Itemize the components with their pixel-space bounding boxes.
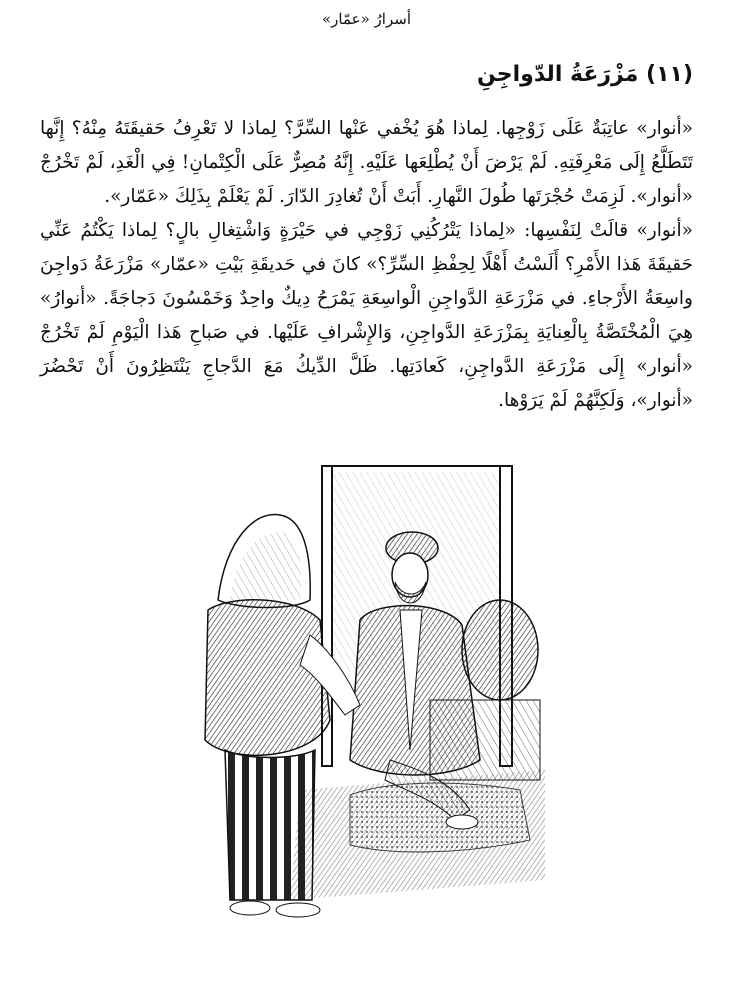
chapter-title: (١١) مَزْرَعَةُ الدّواجِنِ — [476, 62, 693, 87]
chapter-body — [40, 112, 693, 418]
paragraph-2: «أنوار» قالَتْ لِنَفْسِها: «لِماذا يَتْرُكُنِي زَوْجِي في حَيْرَةٍ وَاشْتِغالِ بالٍ؟ لِماذا يَكْتُمُ عَنِّي حَقيقَةَ هَذا الأَمْرِ؟ أَلَسْتُ أَهْلًا لِحِفْظِ السِّرِّ؟» كانَ في حَديقَةِ بَيْتِ «عمّار» مَزْرَعَةُ دَواجِنَ واسِعَةُ الأَرْجاءِ. في مَزْرَعَةِ الدَّواجِنِ الْواسِعَةِ يَمْرَحُ دِيكٌ واحِدٌ وَخَمْسُونَ دَجاجَةً. «أنوارُ» هِيَ الْمُخْتَصَّةُ بِالْعِنايَةِ بِمَزْرَعَةِ الدَّواجِنِ، وَالإِشْرافِ عَلَيْها. في صَباحِ هَذا الْيَوْمِ لَمْ تَخْرُجْ «أنوار» إِلَى مَزْرَعَةِ الدَّواجِنِ، كَعادَتِها. ظَلَّ الدِّيكُ مَعَ الدَّجاجِ يَنْتَظِرُونَ أَنْ تَحْضُرَ «أنوار»، وَلَكِنَّهُمْ لَمْ يَرَوْها. — [40, 220, 693, 411]
running-header: أسرارُ «عمّار» — [322, 10, 411, 28]
paragraph-1: «أنوار» عاتِبَةٌ عَلَى زَوْجِها. لِماذا هُوَ يُخْفي عَنْها السِّرَّ؟ لِماذا لا تَعْرِفُ حَقيقَتَهُ مِنْهُ؟ إِنَّها تَتَطَلَّعُ إِلَى مَعْرِفَتِهِ. لَمْ يَرْضَ أَنْ يُطْلِعَها عَلَيْهِ. إِنَّهُ مُصِرٌّ عَلَى الْكِتْمانِ! فِي الْغَدِ، لَمْ تَخْرُجْ «أنوار». لَزِمَتْ حُجْرَتَها طُولَ النَّهارِ. أَبَتْ أَنْ تُغادِرَ الدّارَ. لَمْ يَعْلَمْ بِذَلِكَ «عَمّار». — [40, 118, 693, 207]
engraving-illustration — [200, 460, 545, 972]
